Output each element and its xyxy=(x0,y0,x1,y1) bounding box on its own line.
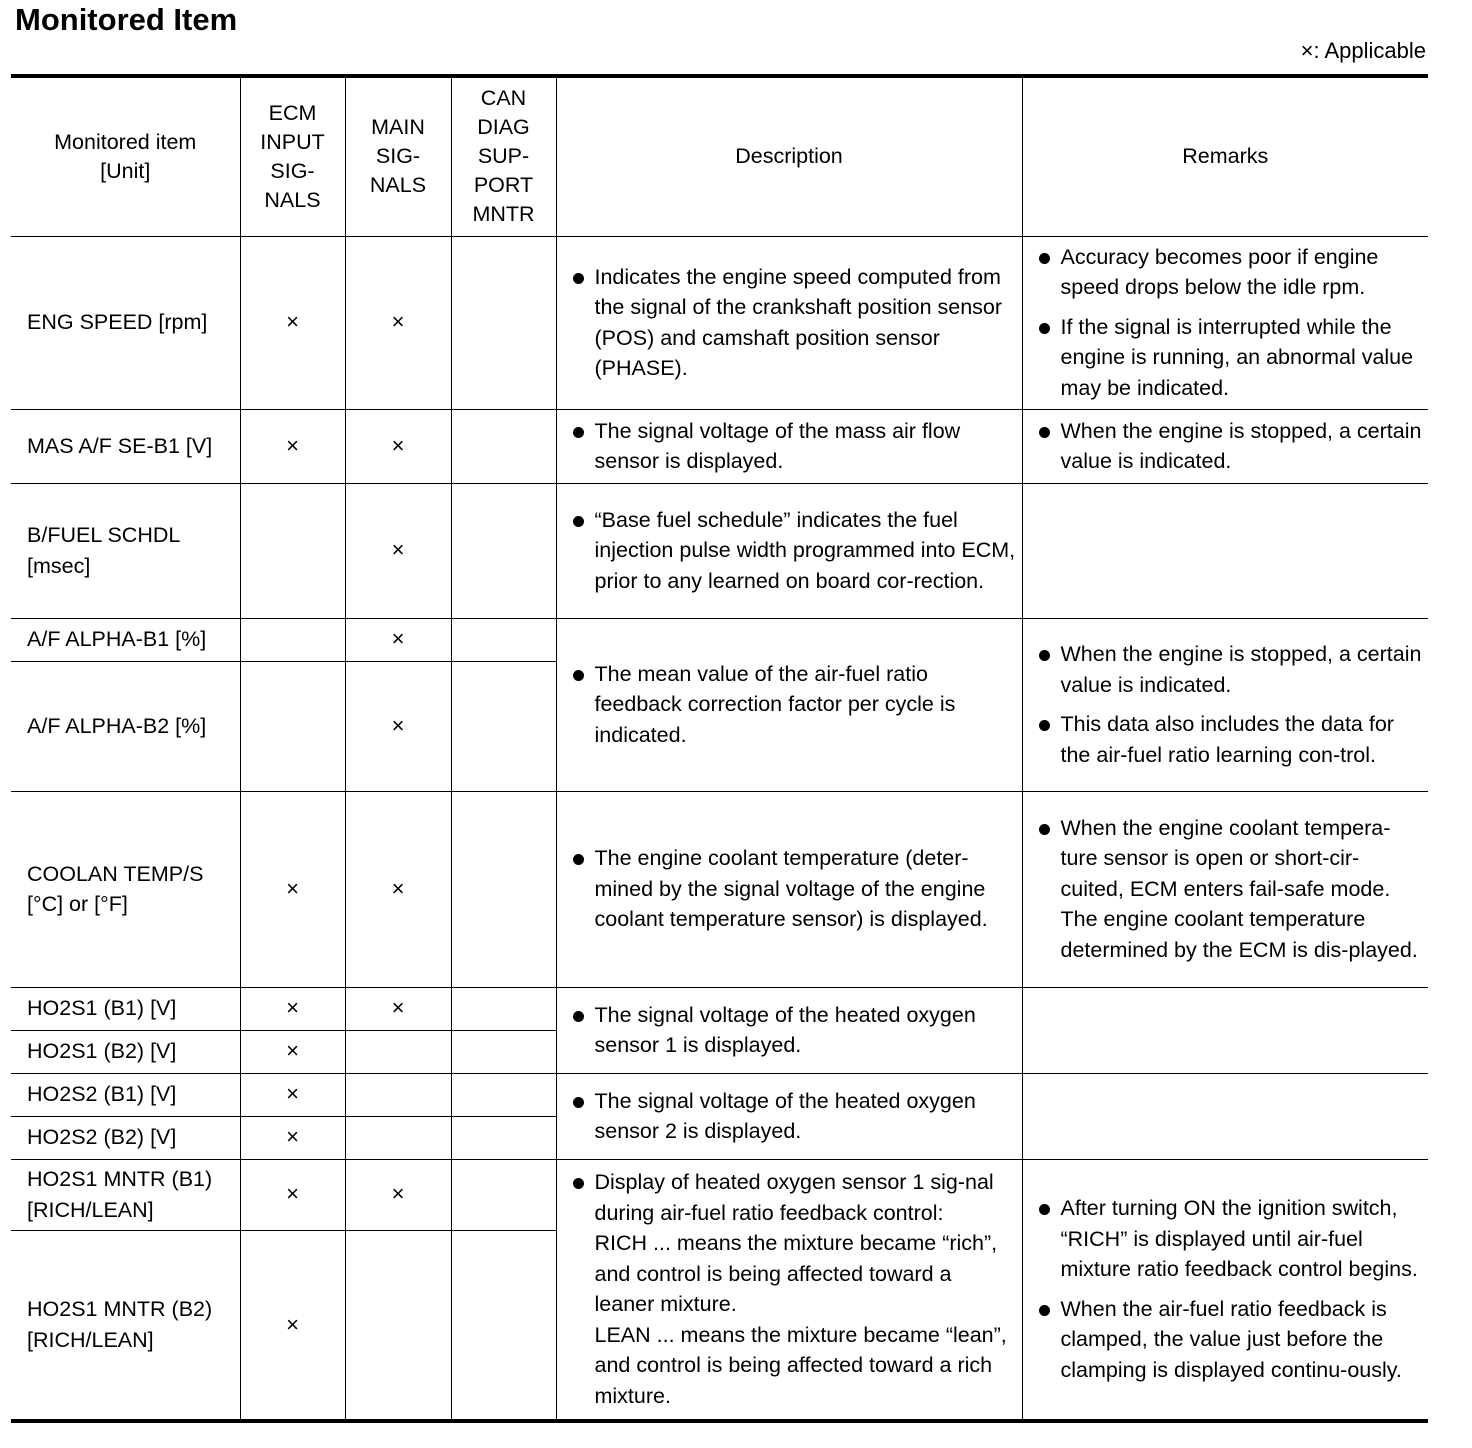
can-diag-cell xyxy=(451,1159,556,1230)
main-signal-mark: × xyxy=(345,661,451,791)
description-bullet: “Base fuel schedule” indicates the fuel injection pulse width programmed into ECM, prior to any learned on board cor-rection. xyxy=(573,505,1016,597)
ecm-input-cell xyxy=(240,661,345,791)
description-bullet: The signal voltage of the heated oxygen sensor 2 is displayed. xyxy=(573,1086,1016,1147)
item-ho2s1-mntr-b1: HO2S1 MNTR (B1) [RICH/LEAN] xyxy=(11,1159,240,1230)
table-row xyxy=(11,236,1428,409)
can-diag-cell xyxy=(451,791,556,987)
remark-bullet: Accuracy becomes poor if engine speed drops below the idle rpm. xyxy=(1039,242,1423,303)
remarks-cell xyxy=(1022,791,1428,987)
description-cell xyxy=(556,1073,1022,1159)
item-ho2s1-b2: HO2S1 (B2) [V] xyxy=(11,1030,240,1073)
remarks-cell xyxy=(1022,409,1428,483)
main-signal-mark: × xyxy=(345,483,451,618)
description-cell xyxy=(556,236,1022,409)
remark-bullet: If the signal is interrupted while the engine is running, an abnormal value may be indicated. xyxy=(1039,312,1423,404)
description-bullet: The engine coolant temperature (deter-mined by the signal voltage of the engine coolant temperature sensor) is displayed. xyxy=(573,843,1016,935)
main-signal-mark: × xyxy=(345,236,451,409)
main-signal-mark: × xyxy=(345,791,451,987)
description-cell xyxy=(556,483,1022,618)
can-diag-cell xyxy=(451,618,556,661)
remark-bullet: When the engine coolant tempera-ture sensor is open or short-cir-cuited, ECM enters fail-safe mode. The engine coolant temperature determined by the ECM is dis-played. xyxy=(1039,813,1423,966)
item-ho2s2-b1: HO2S2 (B1) [V] xyxy=(11,1073,240,1116)
can-diag-cell xyxy=(451,409,556,483)
remarks-cell xyxy=(1022,1073,1428,1159)
remark-bullet: When the engine is stopped, a certain value is indicated. xyxy=(1039,416,1423,477)
ecm-input-mark: × xyxy=(240,1073,345,1116)
table-header-row xyxy=(11,76,1428,236)
remarks-cell xyxy=(1022,1159,1428,1421)
item-eng-speed: ENG SPEED [rpm] xyxy=(11,236,240,409)
remark-bullet: This data also includes the data for the air-fuel ratio learning con-trol. xyxy=(1039,709,1423,770)
table-row xyxy=(11,618,1428,661)
description-bullet: Display of heated oxygen sensor 1 sig-nal during air-fuel ratio feedback control: RICH ... means the mixture became “rich”, and control is being affected toward a leaner mixture. LEAN ... means the mixture became “lean”, and control is being affected toward a rich mixture. xyxy=(573,1167,1016,1411)
main-signal-cell xyxy=(345,1030,451,1073)
item-mas-af-se-b1: MAS A/F SE-B1 [V] xyxy=(11,409,240,483)
remarks-cell xyxy=(1022,483,1428,618)
remark-bullet: After turning ON the ignition switch, “RICH” is displayed until air-fuel mixture ratio feedback control begins. xyxy=(1039,1193,1423,1285)
can-diag-cell xyxy=(451,1230,556,1421)
page-title: Monitored Item xyxy=(15,2,238,37)
header-description: Description xyxy=(556,76,1022,236)
header-ecm-input-signals: ECM INPUT SIG- NALS xyxy=(240,76,345,236)
header-can-diag-support-mntr: CAN DIAG SUP- PORT MNTR xyxy=(451,76,556,236)
header-monitored-item: Monitored item [Unit] xyxy=(11,76,240,236)
item-af-alpha-b2: A/F ALPHA-B2 [%] xyxy=(11,661,240,791)
description-bullet: Indicates the engine speed computed from the signal of the crankshaft position sensor (POS) and camshaft position sensor (PHASE). xyxy=(573,262,1016,384)
main-signal-mark: × xyxy=(345,1159,451,1230)
main-signal-mark: × xyxy=(345,618,451,661)
description-cell xyxy=(556,987,1022,1073)
header-remarks: Remarks xyxy=(1022,76,1428,236)
main-signal-mark: × xyxy=(345,409,451,483)
can-diag-cell xyxy=(451,1030,556,1073)
remarks-cell xyxy=(1022,987,1428,1073)
table-row xyxy=(11,791,1428,987)
description-cell xyxy=(556,409,1022,483)
table-row xyxy=(11,483,1428,618)
item-b-fuel-schdl: B/FUEL SCHDL [msec] xyxy=(11,483,240,618)
ecm-input-mark: × xyxy=(240,987,345,1030)
main-signal-cell xyxy=(345,1073,451,1116)
ecm-input-mark: × xyxy=(240,236,345,409)
remark-bullet: When the air-fuel ratio feedback is clamped, the value just before the clamping is displayed continu-ously. xyxy=(1039,1294,1423,1386)
description-cell xyxy=(556,618,1022,791)
can-diag-cell xyxy=(451,1073,556,1116)
can-diag-cell xyxy=(451,1116,556,1159)
item-ho2s1-mntr-b2: HO2S1 MNTR (B2) [RICH/LEAN] xyxy=(11,1230,240,1421)
remarks-cell xyxy=(1022,236,1428,409)
item-ho2s1-b1: HO2S1 (B1) [V] xyxy=(11,987,240,1030)
can-diag-cell xyxy=(451,987,556,1030)
ecm-input-cell xyxy=(240,483,345,618)
item-ho2s2-b2: HO2S2 (B2) [V] xyxy=(11,1116,240,1159)
description-cell xyxy=(556,1159,1022,1421)
main-signal-cell xyxy=(345,1116,451,1159)
item-coolan-temp-s: COOLAN TEMP/S [°C] or [°F] xyxy=(11,791,240,987)
main-signal-cell xyxy=(345,1230,451,1421)
ecm-input-mark: × xyxy=(240,1030,345,1073)
description-bullet: The mean value of the air-fuel ratio feedback correction factor per cycle is indicated. xyxy=(573,659,1016,751)
ecm-input-mark: × xyxy=(240,1230,345,1421)
table-row xyxy=(11,1073,1428,1116)
can-diag-cell xyxy=(451,483,556,618)
ecm-input-mark: × xyxy=(240,791,345,987)
monitored-item-table xyxy=(11,74,1428,1423)
ecm-input-mark: × xyxy=(240,409,345,483)
table-row xyxy=(11,987,1428,1030)
item-af-alpha-b1: A/F ALPHA-B1 [%] xyxy=(11,618,240,661)
description-bullet: The signal voltage of the heated oxygen sensor 1 is displayed. xyxy=(573,1000,1016,1061)
ecm-input-mark: × xyxy=(240,1116,345,1159)
remark-bullet: When the engine is stopped, a certain value is indicated. xyxy=(1039,639,1423,700)
applicable-legend: ×: Applicable xyxy=(1300,38,1426,63)
ecm-input-mark: × xyxy=(240,1159,345,1230)
can-diag-cell xyxy=(451,661,556,791)
description-bullet: The signal voltage of the mass air flow sensor is displayed. xyxy=(573,416,1016,477)
description-cell xyxy=(556,791,1022,987)
header-main-signals: MAIN SIG- NALS xyxy=(345,76,451,236)
table-row xyxy=(11,1159,1428,1230)
can-diag-cell xyxy=(451,236,556,409)
ecm-input-cell xyxy=(240,618,345,661)
main-signal-mark: × xyxy=(345,987,451,1030)
table-row xyxy=(11,409,1428,483)
remarks-cell xyxy=(1022,618,1428,791)
